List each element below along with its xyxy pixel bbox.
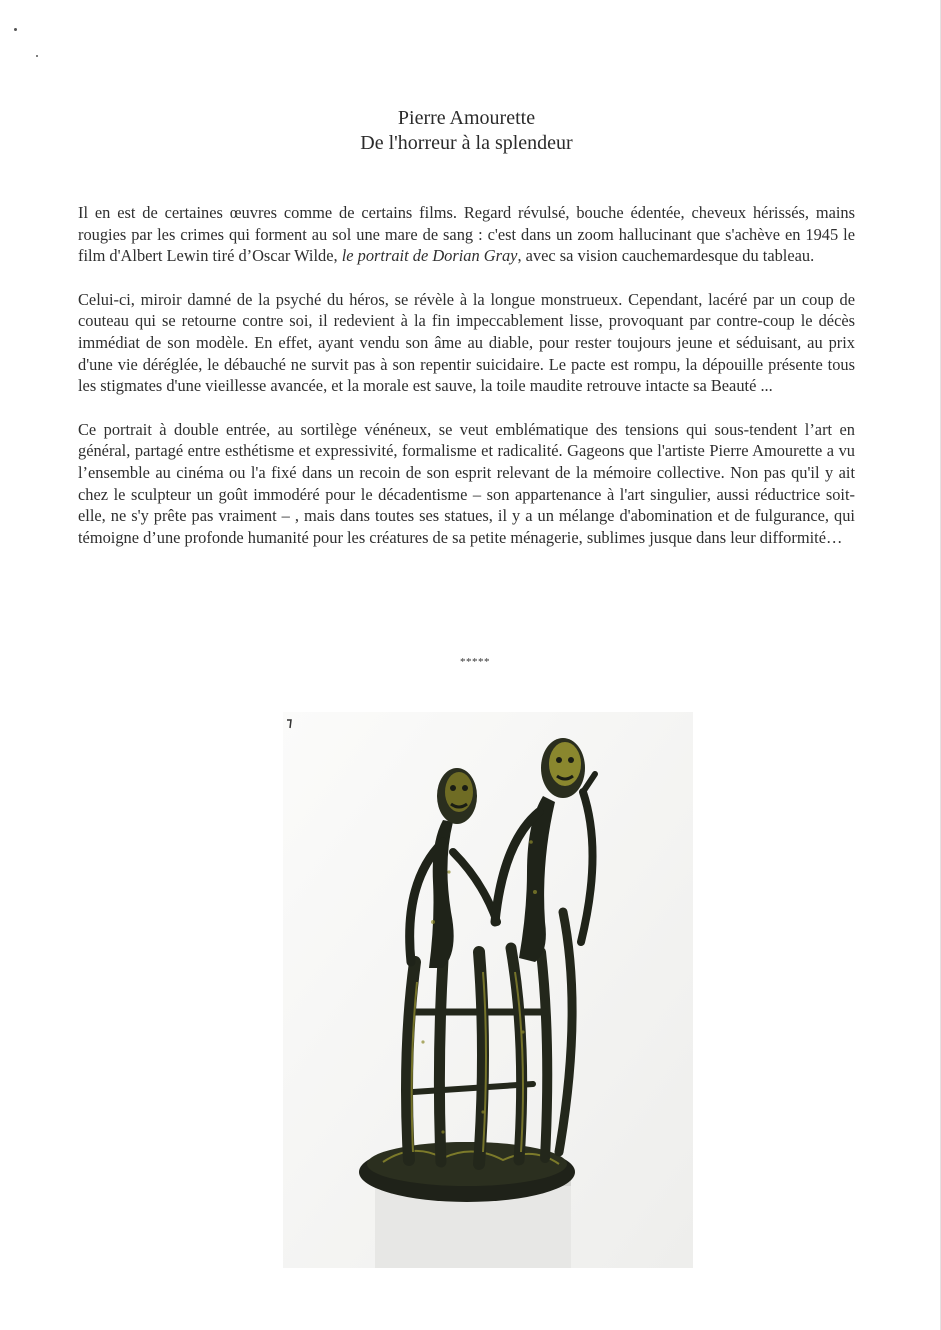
sculpture-illustration bbox=[283, 712, 693, 1268]
scan-speck bbox=[36, 55, 38, 57]
paragraph-2: Celui-ci, miroir damné de la psyché du héros, se révèle à la longue monstrueux. Cependant, lacéré par un coup de couteau qui se retourne contre soi, il redevient à la fin impeccablement lisse, provoquant par contre-coup le décès immédiat de son modèle. En effet, ayant vendu son âme au diable, pour rester toujours jeune et séduisant, au prix d'une vie déréglée, le débauché ne survit pas à son repentir suicidaire. Le pacte est rompu, la dépouille présente tous les stigmates d'une vieillesse avancée, et la morale est sauve, la toile maudite retrouve intacte sa Beauté ... bbox=[78, 289, 855, 396]
paragraph-3: Ce portrait à double entrée, au sortilège vénéneux, se veut emblématique des tensions qui sous-tendent l’art en général, partagé entre esthétisme et expressivité, formalisme et radicalité. Gageons que l'artiste Pierre Amourette a vu l’ensemble au cinéma ou l'a fixé dans un recoin de son esprit relevant de la mémoire collective. Non pas qu'il y ait chez le sculpteur un goût immodéré pour le décadentisme – son appartenance à l'art singulier, aussi réductrice soit-elle, ne s'y prête pas vraiment – , mais dans toutes ses statues, il y a un mélange d'abomination et de fulgurance, qui témoigne d’une profonde humanité pour les créatures de sa petite ménagerie, sublimes jusque dans leur difformité… bbox=[78, 419, 855, 547]
film-title: le portrait de Dorian Gray bbox=[341, 246, 518, 266]
paragraph-1 bbox=[78, 202, 855, 267]
scan-speck bbox=[14, 28, 17, 31]
title-author: Pierre Amourette bbox=[397, 107, 536, 129]
paragraph-1-text: Il en est de certaines œuvres comme de certains films. Regard révulsé, bouche édentée, cheveux hérissés, mains rougies par les crimes qui forment au sol une mare de sang : c'est dans un zoom hallucinant que s'achève en 1945 le film d'Albert Lewin tiré d’Oscar Wilde, bbox=[78, 203, 855, 266]
paragraph-1-end: , avec sa vision cauchemardesque du tableau. bbox=[517, 246, 815, 266]
sculpture-photo bbox=[283, 712, 693, 1268]
article-body bbox=[78, 202, 855, 570]
document-title bbox=[0, 106, 933, 156]
title-subtitle: De l'horreur à la splendeur bbox=[360, 132, 573, 154]
section-separator: ***** bbox=[460, 656, 490, 668]
